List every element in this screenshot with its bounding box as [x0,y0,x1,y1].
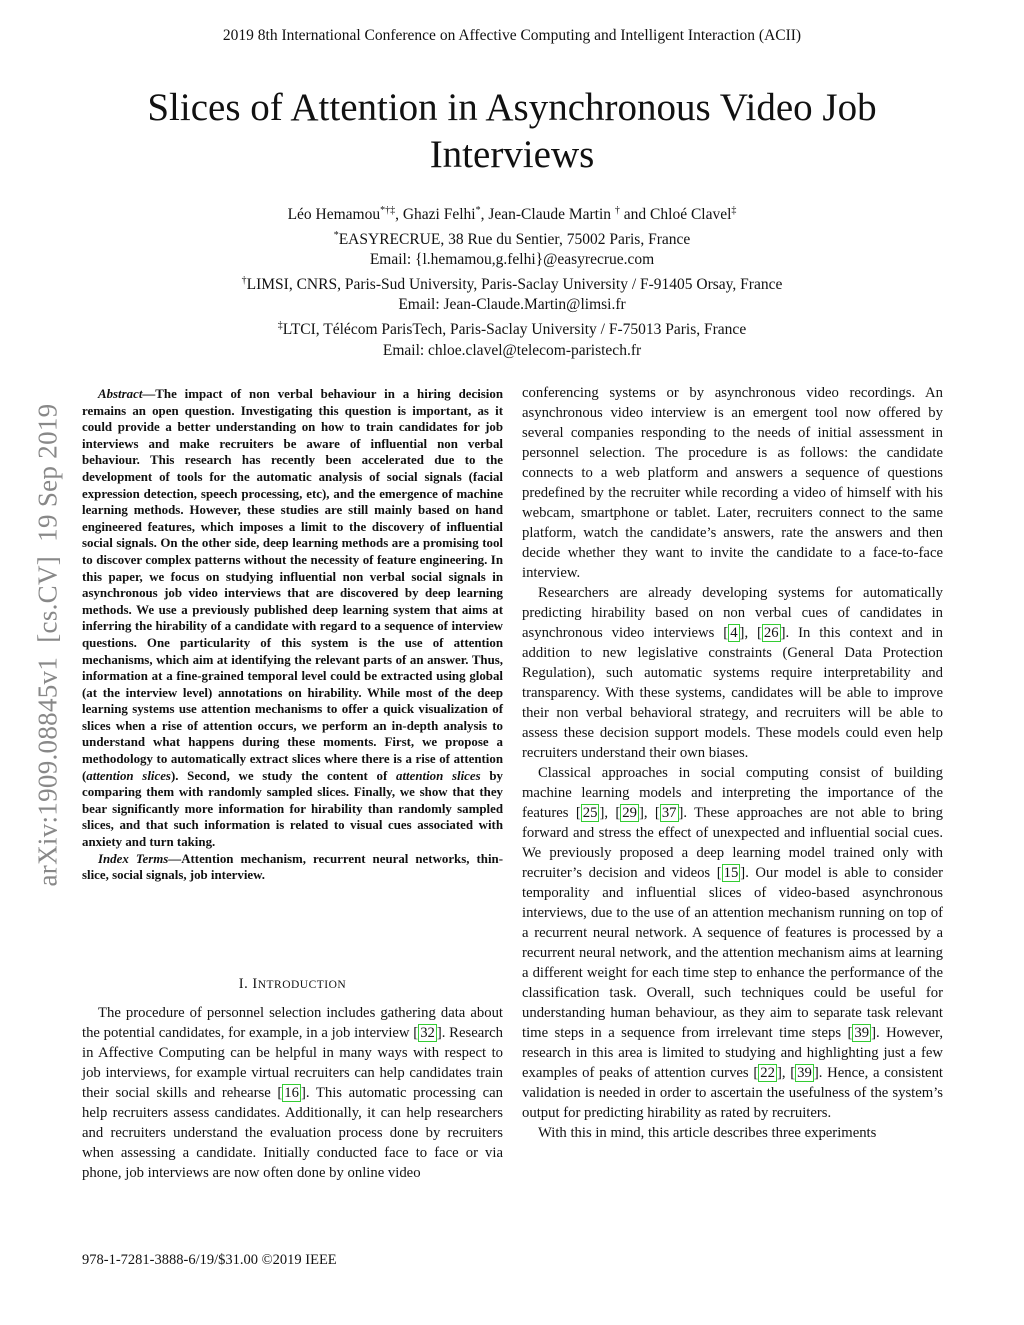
affiliation [150,316,874,341]
index-terms [82,851,503,884]
paragraph: The procedure of personnel selection includes gathering data about the potential candidates, for example, in a job interview [ 32 ]. Research in Affective Computing can be helpful in many ways with respect to job interviews, for example virtual recruiters can help candidates train their social skills and rehearse [ 16 ]. This automatic processing can help recruiters assess candidates. Additionally, it can help researchers and recruiters understand the evaluation process done by recruiters when assessing a candidate. Initially conducted face to face or via phone, job interviews are now often done by online video [82,1005,504,1181]
affiliation-mark: * [333,229,339,241]
intro-left-column [82,1003,503,1183]
text-run: Researchers are already developing systems for automatically predicting hirability based on non verbal cues of candidates in asynchronous video interviews [522,585,943,641]
author-list: Léo Hemamou*†‡, Ghazi Felhi*, Jean-Claude Martin † and Chloé Clavel‡ [287,205,737,224]
citation-link[interactable]: 32 [420,1025,435,1041]
citation-link[interactable]: 25 [582,805,598,821]
author-name: Chloé Clavel [650,206,732,224]
author-mark: † [614,205,620,216]
text-run: . This automatic processing can help recruiters assess candidates. Additionally, it can help researchers and recruiters understand the evaluation process done by recruiters when assessing a candidate. Initially conducted face to face or via phone, job interviews are now often done by online video [82,1085,503,1181]
affiliation [150,271,874,296]
section-title-initial: I [252,976,258,992]
citation-link[interactable]: 16 [284,1085,299,1101]
author-mark: *†‡ [380,205,396,216]
citation-link[interactable]: 26 [763,625,779,641]
affiliation-text: LIMSI, CNRS, Paris-Sud University, Paris-Saclay University / F-91405 Orsay, France [246,275,783,293]
affiliation-mark: ‡ [277,319,283,331]
email: Email: {l.hemamou,g.felhi}@easyrecrue.com [369,251,655,269]
text-run: , [781,1065,791,1081]
text-run: . However, research in this area is limited to studying and highlighting just a few examples of peaks of attention curves [522,1025,943,1081]
text-run: With this in mind, this article describes three experiments [538,1125,877,1141]
conference-header: 2019 8th International Conference on Affective Computing and Intelligent Interaction (ACII) [222,27,802,44]
author-mark: * [475,205,481,216]
paragraph: Researchers are already developing systems for automatically predicting hirability based on non verbal cues of candidates in asynchronous video interviews [ 4 ], [ 26 ]. In this context and in addition to new legislative constraints (General Data Protection Regulation), such automatic systems require interpretability and transparency. With these systems, candidates will be able to improve their non verbal behavioral strategy, and recruiters will be able to assess these decision support models. These models could even help recruiters understand their own biases. [522,585,943,761]
affiliation [150,226,874,251]
text-run: , [643,805,655,821]
email: Email: Jean-Claude.Martin@limsi.fr [398,296,626,314]
citation-link[interactable]: 39 [854,1025,870,1041]
email: Email: chloe.clavel@telecom-paristech.fr [382,341,642,359]
affiliation-mark: † [241,274,247,286]
emphasis-text: attention slices [396,768,481,783]
section-number: I. [238,976,249,992]
index-terms-text: —Attention mechanism, recurrent neural networks, thin-slice, social signals, job interview. [82,851,503,883]
text-run: The procedure of personnel selection includes gathering data about the potential candidates, for example, in a job interview [82,1005,503,1041]
text-run: Classical approaches in social computing consist of building machine learning models and interpreting the importance of the features [522,765,943,821]
paragraph [522,1123,943,1143]
text-run: . In this context and in addition to new legislative constraints (General Data Protection Regulation), such automatic systems require interpretability and transparency. With these systems, candidates will be able to improve their non verbal behavioral strategy, and recruiters will be able to assess these decision support models. These models could even help recruiters understand their own biases. [522,625,943,761]
citation-link[interactable]: 22 [760,1065,775,1081]
author-name: Jean-Claude Martin [488,206,612,224]
section-title-rest: NTRODUCTION [257,979,347,991]
author-name: Léo Hemamou [287,206,381,224]
text-run: . Our model is able to consider temporality and influential slices of video-based asynchronous interviews, due to the use of an attention mechanism running on top of a recurrent neural network. A sequence of features is processed by a recurrent neural network, and the attention mechanism aims at learning a different weight for each time step to enhance the performance of the classification task. Overall, such techniques could be useful for understanding human behaviour, as they aim to separate task relevant time steps in a sequence from irrelevant time steps [522,865,944,1041]
text-run: by comparing them with randomly sampled slices. Finally, we show that they bear significantly more information for hirability than randomly sampled slices, and that such information is related to visual cues associated with anxiety and turn taking. [82,768,503,850]
paragraph: Classical approaches in social computing consist of building machine learning models and interpreting the importance of the features [ 25 ], [ 29 ], [ 37 ]. These approaches are not able to bring forward and stress the effect of unexpected and influential social cues. We previously proposed a deep learning model trained only with recruiter’s decision and videos [ 15 ]. Our model is able to consider temporality and influential slices of video-based asynchronous interviews, due to the use of an attention mechanism running on top of a recurrent neural network. A sequence of features is processed by a recurrent neural network, and the attention mechanism aims at learning a different weight for each time step to enhance the performance of the classification task. Overall, such techniques could be useful for understanding human behaviour, as they aim to separate task relevant time steps in a sequence from irrelevant time steps [ 39 ]. However, research in this area is limited to studying and highlighting just a few examples of peaks of attention curves [ 22 ], [ 39 ]. Hence, a consistent validation is needed in order to ascertain the usefulness of the system’s output for predicting hirability as rated by recruiters. [522,765,944,1121]
citation-link[interactable]: 29 [622,805,637,821]
index-terms-label: Index Terms [98,851,169,866]
text-run: , [604,805,616,821]
citation-link[interactable]: 39 [797,1065,812,1081]
abstract [82,386,503,884]
author-mark: ‡ [731,205,737,216]
intro-right-column [522,383,943,1143]
author-block [150,201,874,361]
emphasis-text: attention slices [86,768,171,783]
text-run: conferencing systems or by asynchronous video recordings. An asynchronous video interview is an emergent tool now offered by several companies responding to the needs of initial assessment in personnel selection. The procedure is as follows: the candidate connects to a web platform and answers a sequence of questions predefined by the recruiter while recording a video of himself with his webcam, smartphone or tablet. Later, recruiters connect to the same platform, watch the candidate’s answers, rate the answers and then decide whether they want to invite the candidate to a face-to-face interview. [522,385,943,581]
author-name: Ghazi Felhi [402,206,476,224]
affiliation-text: LTCI, Télécom ParisTech, Paris-Saclay University / F-75013 Paris, France [282,321,747,339]
text-run: —The impact of non verbal behaviour in a hiring decision remains an open question. Investigating this question is important, as it could provide a better understanding on how to train candidates for job interviews and make recruiters be aware of influential non verbal behaviour. This research has recently been accelerated due to the development of tools for the automatic analysis of social signals (facial expression detection, speech processing, etc), and the emergence of machine learning methods. However, these studies are still mainly based on hand engineered features, which imposes a limit to the discovery of influential social signals. On the other side, deep learning methods are a promising tool to discover complex patterns without the necessity of feature engineering. In this paper, we focus on studying influential non verbal social signals in asynchronous job video interviews that are discovered by deep learning methods. We use a previously published deep learning system that aims at inferring the hirability of a candidate with regard to a sequence of interview questions. One particularity of this system is the use of attention mechanisms, which aim at identifying the relevant parts of an answer. Thus, information at a fine-grained temporal level could be extracted using global (at the interview level) annotations on hirability. While most of the deep learning systems use attention mechanisms to offer a quick visualization of slices when a rise of attention occurs, we perform an in-depth analysis to understand what happens during these moments. First, we propose a methodology to automatically extract slices where there is a rise of attention ( [82,387,503,783]
arxiv-stamp: arXiv:1909.08845v1 [cs.CV] 19 Sep 2019 [32,403,63,887]
text-run: , [744,625,758,641]
citation-link[interactable]: 15 [723,865,739,881]
paper-title: Slices of Attention in Asynchronous Video Job Interviews [147,86,877,176]
section-heading [82,976,503,993]
citation-link[interactable]: 4 [730,625,738,641]
text-run: . These approaches are not able to bring forward and stress the effect of unexpected and influential social cues. We previously proposed a deep learning model trained only with recruiter’s decision and videos [522,805,944,881]
text-run: . Research in Affective Computing can be helpful in many ways with respect to job interviews, for example virtual recruiters can help candidates train their social skills and rehearse [82,1025,504,1101]
paragraph [522,383,943,583]
text-run: ). Second, we study the content of [170,768,396,783]
abstract-paragraph [82,386,503,851]
affiliation-text: EASYRECRUE, 38 Rue du Sentier, 75002 Paris, France [338,230,691,248]
text-run: . Hence, a consistent validation is needed in order to ascertain the usefulness of the system’s output for predicting hirability as rated by recruiters. [522,1065,943,1121]
citation-link[interactable]: 37 [661,805,677,821]
copyright-footer: 978-1-7281-3888-6/19/$31.00 ©2019 IEEE [82,1252,337,1268]
abstract-label: Abstract [98,387,143,401]
